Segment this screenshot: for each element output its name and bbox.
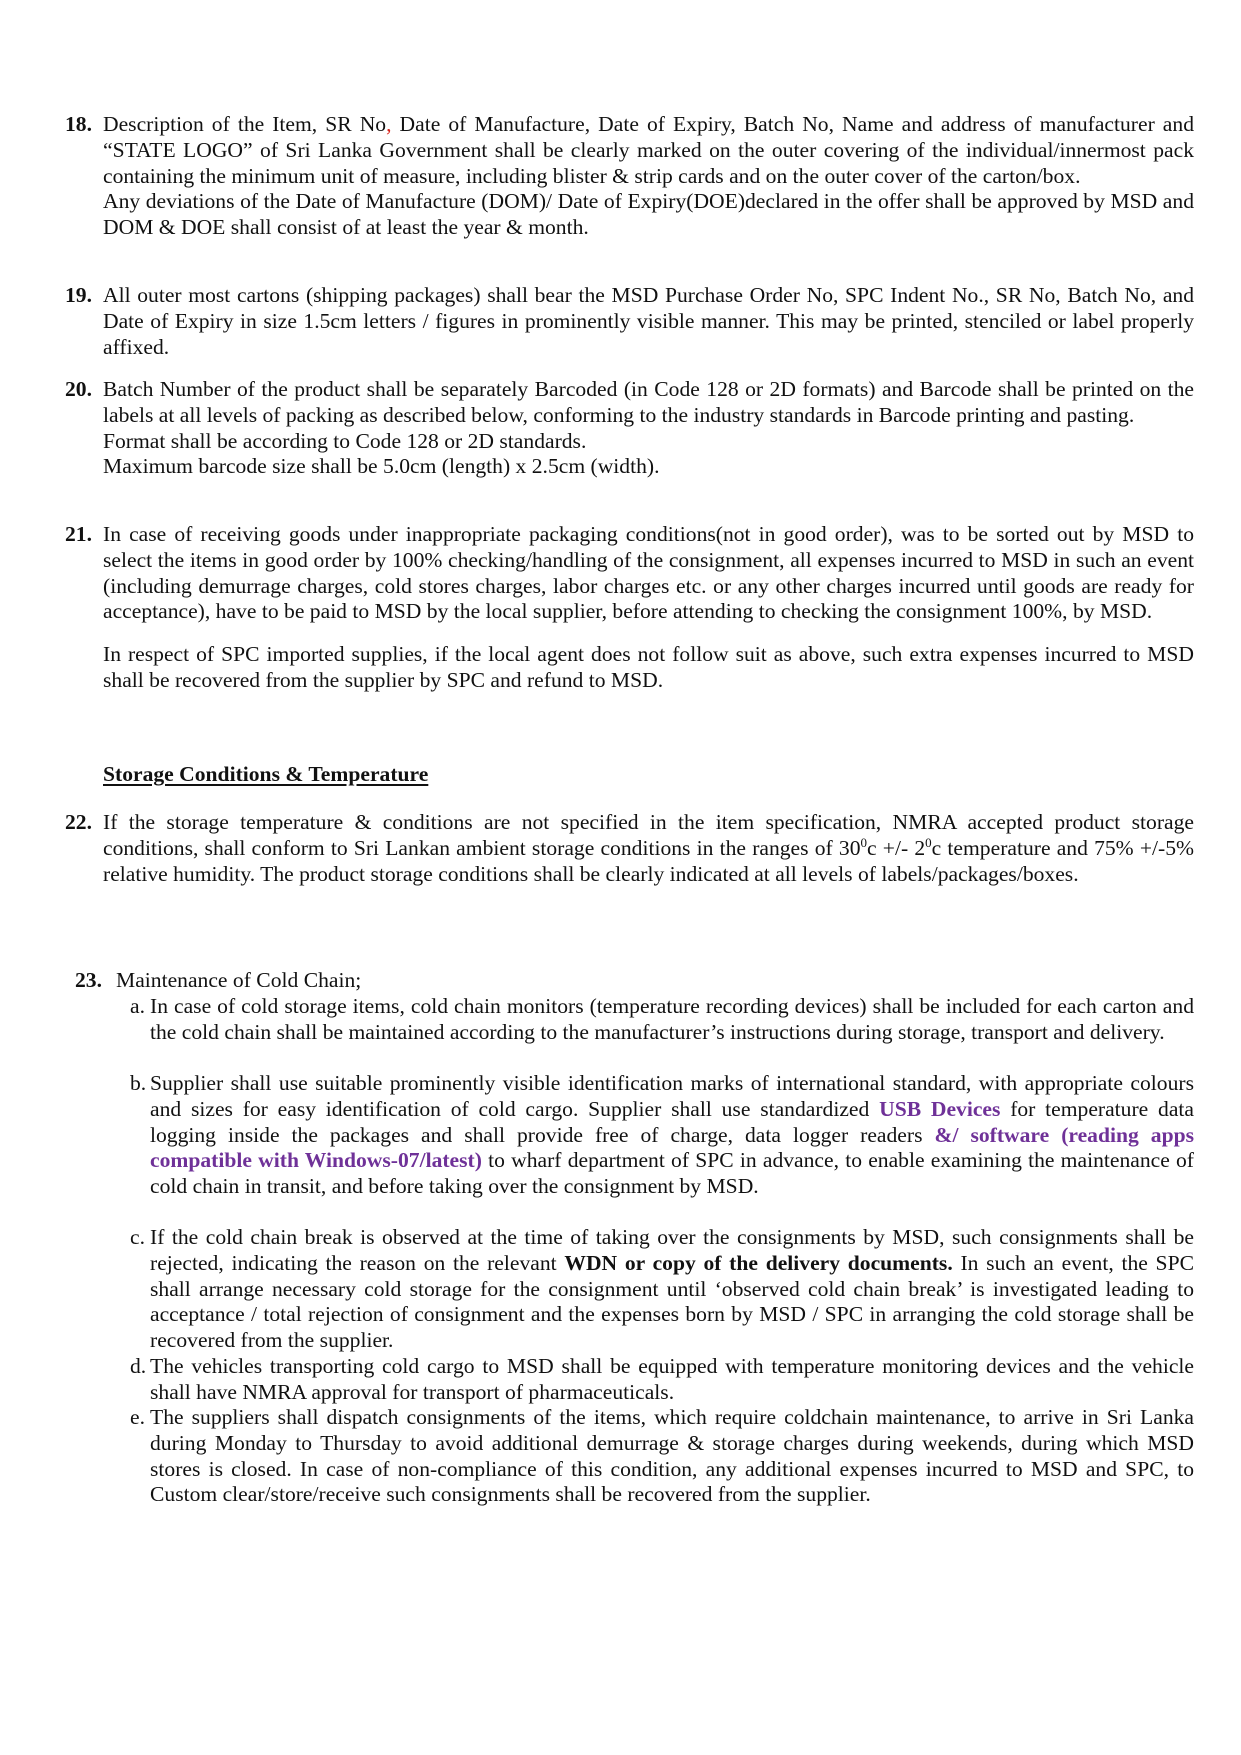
- clause-22-text-c: c temperature and 75% +/-5% relative humidity. The product storage conditions shall be clearly indicated at all levels of labels/packages/boxes.: [103, 835, 1195, 886]
- clause-18-paragraph-2: Any deviations of the Date of Manufacture (DOM)/ Date of Expiry(DOE)declared in the offer shall be approved by MSD and DOM & DOE shall consist of at least the year & month.: [103, 189, 1194, 240]
- subitem-b-text-1: Supplier shall use suitable prominently visible identification marks of international standard, with appropriate colours and sizes for easy identification of cold cargo. Supplier shall use standardized: [150, 1071, 1194, 1121]
- clause-21-paragraph-2: In respect of SPC imported supplies, if the local agent does not follow suit as above, such extra expenses incurred to MSD shall be recovered from the supplier by SPC and refund to MSD.: [103, 642, 1194, 692]
- subitem-a-text: In case of cold storage items, cold chain monitors (temperature recording devices) shall be included for each carton and the cold chain shall be maintained according to the manufacturer’s instructions during storage, transport and delivery.: [150, 994, 1194, 1044]
- subitem-c-text: [150, 1225, 1194, 1354]
- clause-21-paragraph-1: In case of receiving goods under inappropriate packaging conditions(not in good order), was to be sorted out by MSD to select the items in good order by 100% checking/handling of the consignment, all expenses incurred to MSD in such an event (including demurrage charges, cold stores charges, labor charges etc. or any other charges incurred until goods are ready for acceptance), have to be paid to MSD by the local supplier, before attending to checking the consignment 100%, by MSD.: [103, 522, 1194, 624]
- clause-20-size-line: Maximum barcode size shall be 5.0cm (length) x 2.5cm (width).: [103, 454, 660, 479]
- subitem-d-text: The vehicles transporting cold cargo to MSD shall be equipped with temperature monitoring devices and the vehicle shall have NMRA approval for transport of pharmaceuticals.: [150, 1354, 1194, 1404]
- clause-22-paragraph: [103, 810, 1194, 887]
- highlight-usb-devices: USB Devices: [879, 1096, 1001, 1121]
- degree-superscript: 0: [860, 834, 868, 850]
- item-number-18: 18.: [65, 112, 92, 136]
- clause-20: [103, 377, 1194, 480]
- clause-18: [103, 112, 1194, 241]
- item-number-23: 23.: [75, 968, 102, 992]
- red-comma-mark: ,: [386, 112, 392, 136]
- clause-21: [103, 522, 1194, 694]
- clause-20-format-line: Format shall be according to Code 128 or 2D standards.: [103, 428, 587, 453]
- bold-wdn-reference: WDN or copy of the delivery documents.: [564, 1250, 953, 1275]
- clause-19: [103, 283, 1194, 360]
- subitem-label-a: a.: [130, 994, 145, 1018]
- clause-22-text-b: c +/- 2: [867, 835, 926, 860]
- subitem-c-text-1: If the cold chain break is observed at the time of taking over the consignments by MSD, such consignments shall be rejected, indicating the reason on the relevant: [150, 1225, 1194, 1275]
- clause-22: [103, 810, 1194, 887]
- item-number-20: 20.: [65, 377, 92, 401]
- subitem-a: [150, 994, 1194, 1046]
- clause-18-text: Description of the Item, SR No: [103, 112, 387, 136]
- clause-18-text-cont: Date of Manufacture, Date of Expiry, Batch No, Name and address of manufacturer and “STATE LOGO” of Sri Lanka Government shall be clearly marked on the outer covering of the individual/innermost pack containing the minimum unit of measure, including blister & strip cards and on the outer cover of the carton/box.: [103, 112, 1194, 188]
- subitem-e: [150, 1405, 1194, 1508]
- item-number-21: 21.: [65, 522, 92, 546]
- subitem-b: [150, 1071, 1194, 1200]
- subitem-d: [150, 1354, 1194, 1406]
- highlight-software: &/ software (reading apps compatible with Windows-07/latest): [150, 1122, 1194, 1173]
- subitem-b-text: [150, 1071, 1194, 1200]
- subitem-label-c: c.: [130, 1225, 145, 1249]
- clause-18-paragraph-1: [103, 112, 1194, 189]
- subitem-e-text: The suppliers shall dispatch consignments of the items, which require coldchain maintenance, to arrive in Sri Lanka during Monday to Thursday to avoid additional demurrage & storage charges during weekends, during which MSD stores is closed. In case of non-compliance of this condition, any additional expenses incurred to MSD and SPC, to Custom clear/store/receive such consignments shall be recovered from the supplier.: [150, 1405, 1194, 1507]
- degree-superscript: 0: [925, 834, 932, 850]
- subitem-b-text-2: for temperature data logging inside the packages and shall provide free of charge, data logger readers: [150, 1096, 1194, 1147]
- clause-20-paragraph: Batch Number of the product shall be separately Barcoded (in Code 128 or 2D formats) and Barcode shall be printed on the labels at all levels of packing as described below, conforming to the industry standards in Barcode printing and pasting.: [103, 377, 1194, 427]
- clause-22-text: If the storage temperature & conditions are not specified in the item specification, NMRA accepted product storage conditions, shall conform to Sri Lankan ambient storage conditions in the ranges of 30: [103, 810, 1194, 860]
- item-number-19: 19.: [65, 283, 92, 307]
- clause-23-title: Maintenance of Cold Chain;: [116, 968, 362, 992]
- subitem-b-text-3: to wharf department of SPC in advance, to enable examining the maintenance of cold chain in transit, and before taking over the consignment by MSD.: [150, 1148, 1194, 1199]
- subitem-label-b: b.: [130, 1071, 147, 1095]
- subitem-c-text-2: In such an event, the SPC shall arrange necessary cold storage for the consignment until ‘observed cold chain break’ is investigated leading to acceptance / total rejection of consignment and the expenses born by MSD / SPC in arranging the cold storage shall be recovered from the supplier.: [150, 1250, 1194, 1353]
- item-number-22: 22.: [65, 810, 92, 834]
- clause-19-paragraph: All outer most cartons (shipping packages) shall bear the MSD Purchase Order No, SPC Indent No., SR No, Batch No, and Date of Expiry in size 1.5cm letters / figures in prominently visible manner. This may be printed, stenciled or label properly affixed.: [103, 283, 1194, 359]
- subitem-c: [150, 1225, 1194, 1354]
- subitem-label-e: e.: [130, 1405, 145, 1429]
- subitem-label-d: d.: [130, 1354, 147, 1378]
- section-heading-storage: Storage Conditions & Temperature: [103, 762, 429, 786]
